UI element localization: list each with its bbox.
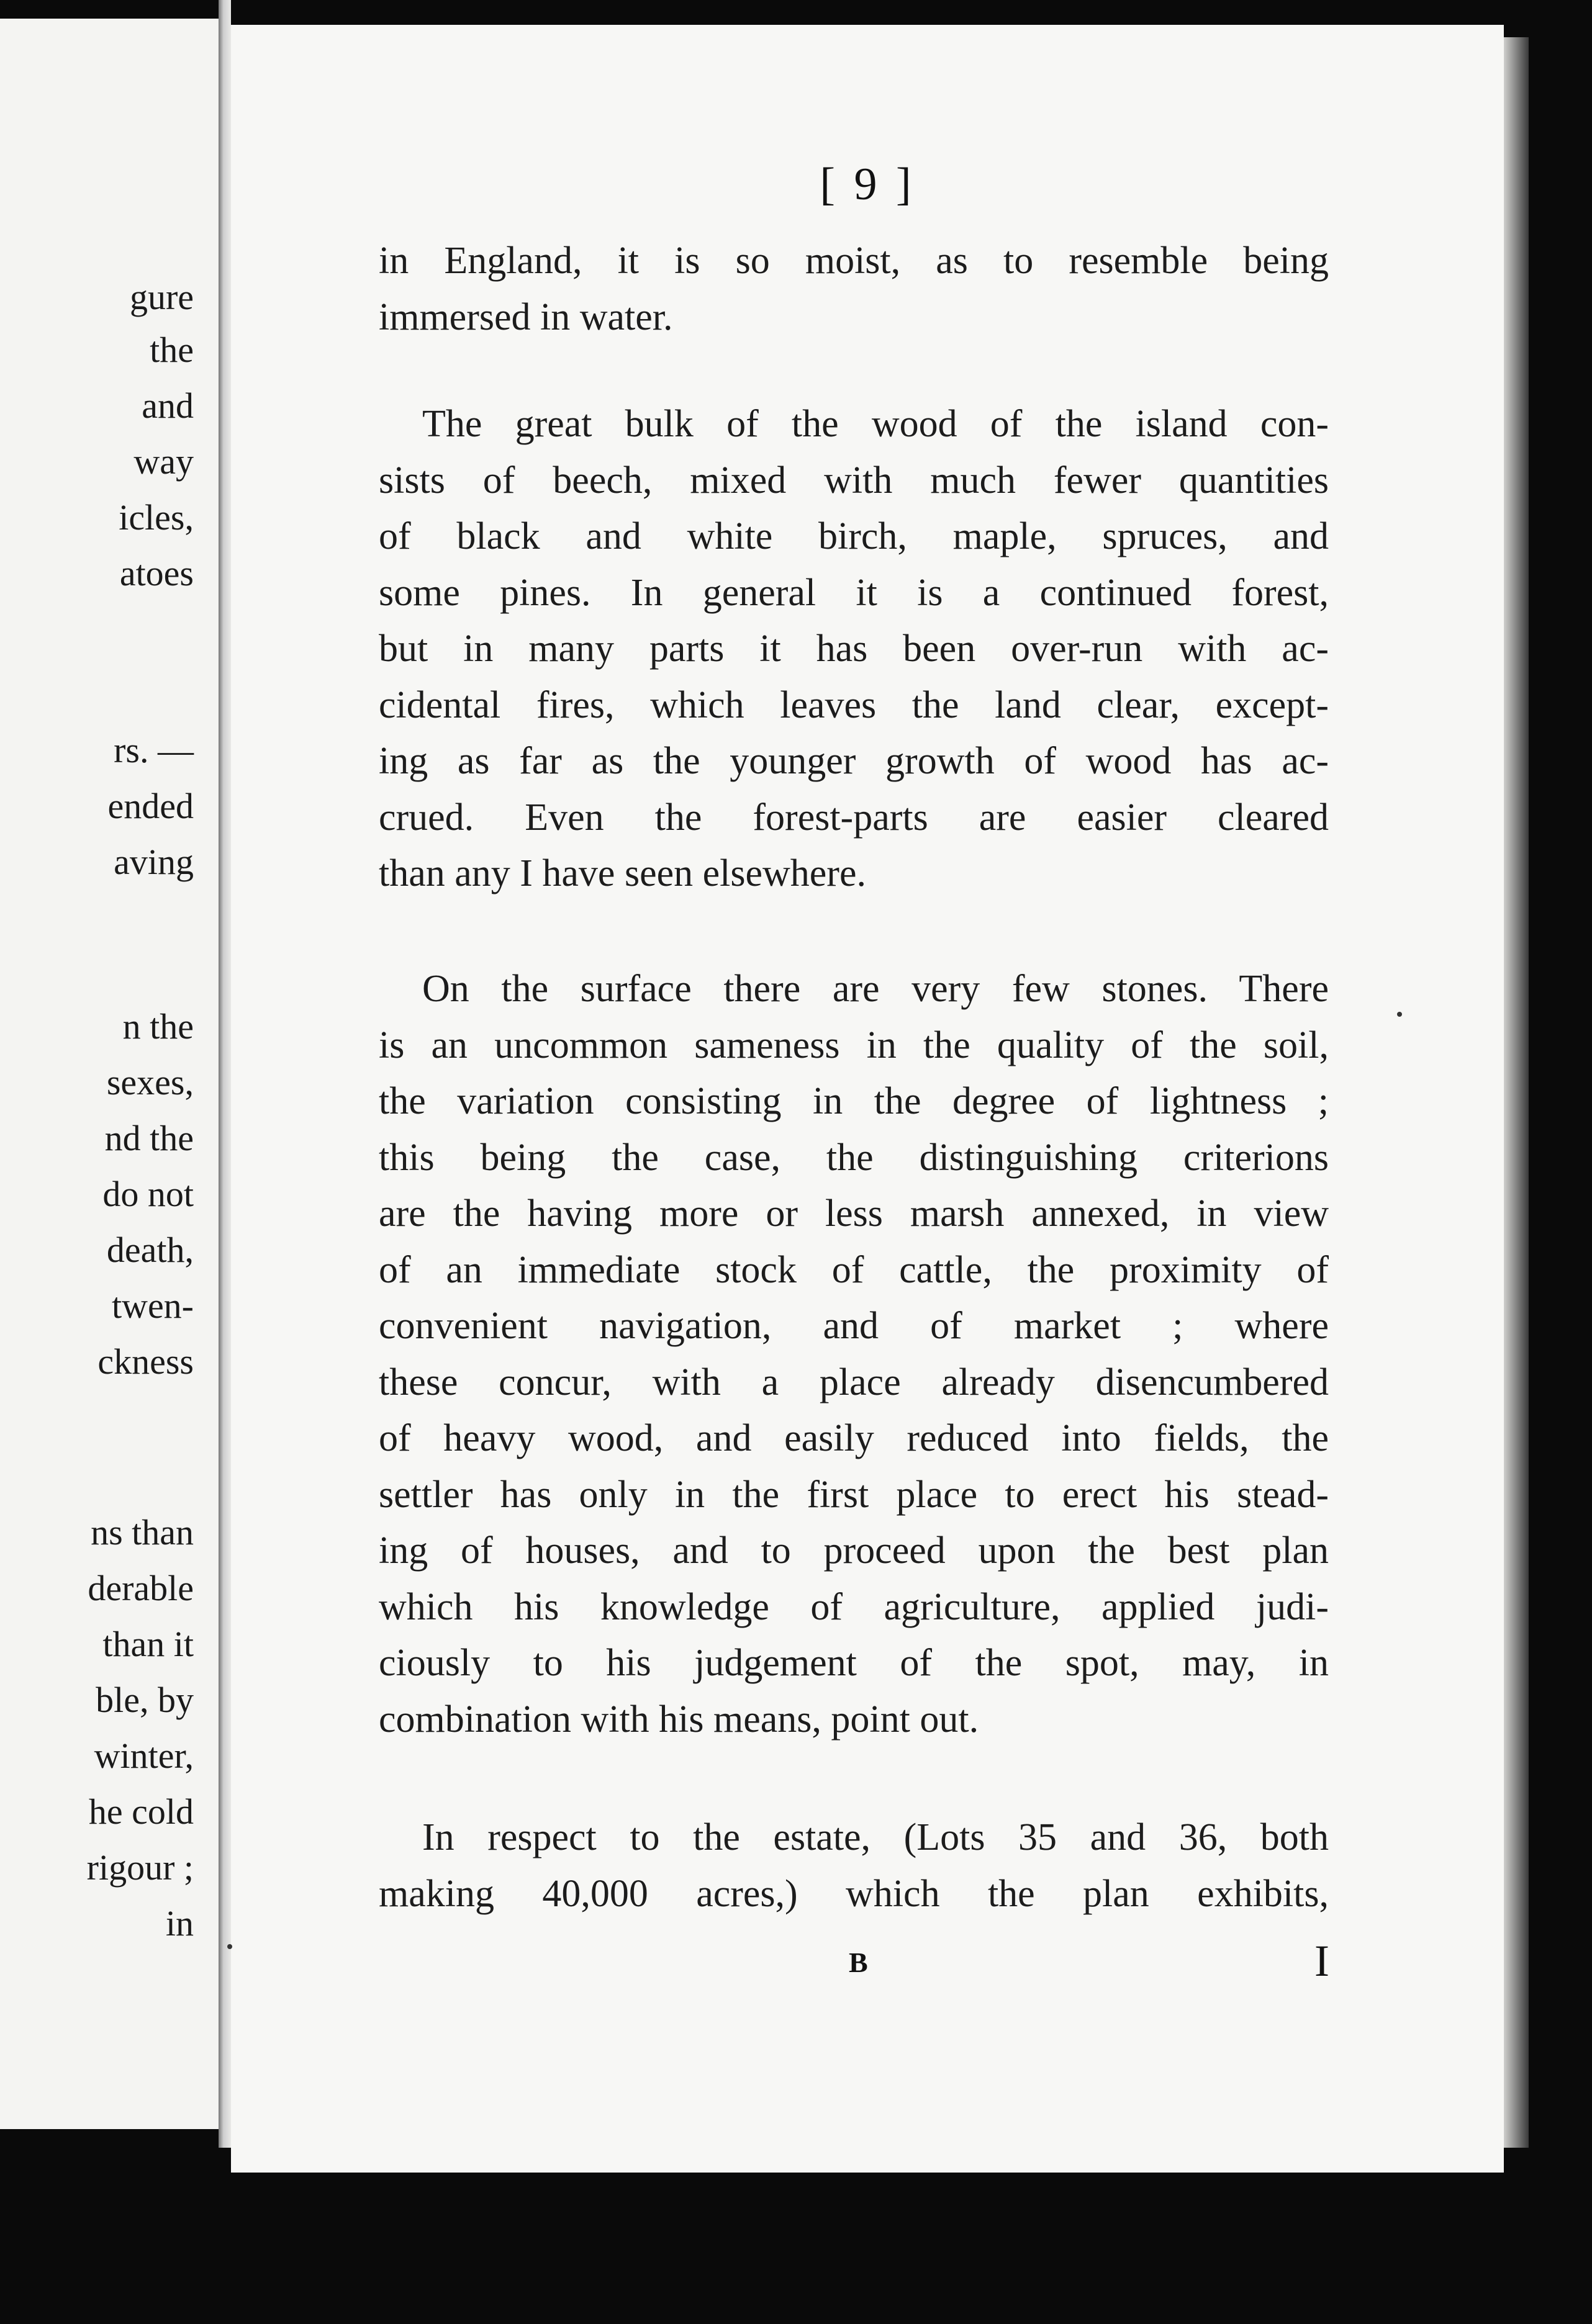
text-line: On the surface there are very few stones. There — [422, 968, 1329, 1010]
text-line: the variation consisting in the degree of lightness ; — [379, 1080, 1329, 1122]
text-line: of an immediate stock of cattle, the proximity of — [379, 1248, 1329, 1291]
text-line: this being the case, the distinguishing criterions — [379, 1136, 1329, 1179]
signature-number: I — [1314, 1936, 1329, 1986]
left-fragment: ble, by — [96, 1680, 194, 1720]
left-fragment: twen- — [111, 1286, 194, 1326]
left-fragment: sexes, — [106, 1062, 194, 1102]
left-fragment: way — [133, 441, 194, 482]
left-fragment: n the — [122, 1006, 194, 1047]
text-line: ing of houses, and to proceed upon the best plan — [379, 1529, 1329, 1572]
ink-speck — [227, 1944, 232, 1949]
left-fragment: in — [165, 1903, 194, 1943]
left-fragment: derable — [88, 1568, 194, 1608]
left-fragment: winter, — [94, 1736, 194, 1776]
left-fragment: rs. — — [114, 730, 194, 770]
left-fragment: rigour ; — [86, 1847, 194, 1888]
text-line: sists of beech, mixed with much fewer quantities — [379, 459, 1329, 502]
text-line: crued. Even the forest-parts are easier cleared — [379, 796, 1329, 839]
left-fragment: ended — [107, 786, 194, 826]
left-fragment: gure — [129, 277, 194, 317]
text-line: these concur, with a place already disencumbered — [379, 1361, 1329, 1403]
left-fragment: icles, — [119, 497, 194, 538]
paragraph — [379, 396, 1329, 902]
text-line: but in many parts it has been over-run with ac- — [379, 628, 1329, 670]
book-gutter — [219, 0, 231, 2148]
text-line: settler has only in the first place to erect his stead- — [379, 1473, 1329, 1516]
left-fragment: than it — [102, 1624, 194, 1664]
left-fragment: nd the — [104, 1118, 194, 1158]
left-fragment: do not — [102, 1174, 194, 1214]
left-fragment: aving — [114, 842, 194, 882]
text-line: In respect to the estate, (Lots 35 and 36, both — [422, 1816, 1329, 1858]
text-line: making 40,000 acres,) which the plan exhibits, — [379, 1872, 1329, 1915]
text-line: are the having more or less marsh annexed, in view — [379, 1192, 1329, 1235]
text-line: of black and white birch, maple, spruces, and — [379, 515, 1329, 557]
text-line: of heavy wood, and easily reduced into fields, the — [379, 1417, 1329, 1459]
left-fragment: ckness — [97, 1341, 194, 1382]
previous-page — [0, 19, 221, 2129]
left-fragment: the — [150, 330, 194, 370]
text-line: immersed in water. — [379, 295, 673, 338]
left-fragment: atoes — [119, 553, 194, 593]
left-fragment: death, — [106, 1230, 194, 1270]
text-line: which his knowledge of agriculture, applied judi- — [379, 1585, 1329, 1628]
text-line: some pines. In general it is a continued forest, — [379, 571, 1329, 614]
paragraph — [379, 233, 1329, 345]
page-number-header: [ 9 ] — [820, 159, 915, 210]
text-line: cidental fires, which leaves the land clear, except- — [379, 683, 1329, 726]
left-fragment: and — [142, 385, 194, 426]
text-line: convenient navigation, and of market ; where — [379, 1305, 1329, 1347]
text-line: ing as far as the younger growth of wood has ac- — [379, 740, 1329, 782]
text-line: than any I have seen elsewhere. — [379, 852, 866, 894]
text-line: is an uncommon sameness in the quality of the soil, — [379, 1024, 1329, 1066]
text-line: in England, it is so moist, as to resemble being — [379, 240, 1329, 282]
left-fragment: he cold — [88, 1791, 194, 1832]
paragraph — [379, 1809, 1329, 1922]
paragraph — [379, 961, 1329, 1747]
text-line: The great bulk of the wood of the island con- — [422, 403, 1329, 445]
text-line: ciously to his judgement of the spot, may, in — [379, 1642, 1329, 1684]
text-line: combination with his means, point out. — [379, 1698, 979, 1741]
signature-mark: B — [849, 1947, 868, 1978]
scan-border — [0, 2173, 1592, 2324]
ink-speck — [1397, 1012, 1402, 1017]
left-fragment: ns than — [91, 1512, 194, 1552]
book-page — [231, 25, 1504, 2173]
page-edge — [1504, 37, 1529, 2148]
